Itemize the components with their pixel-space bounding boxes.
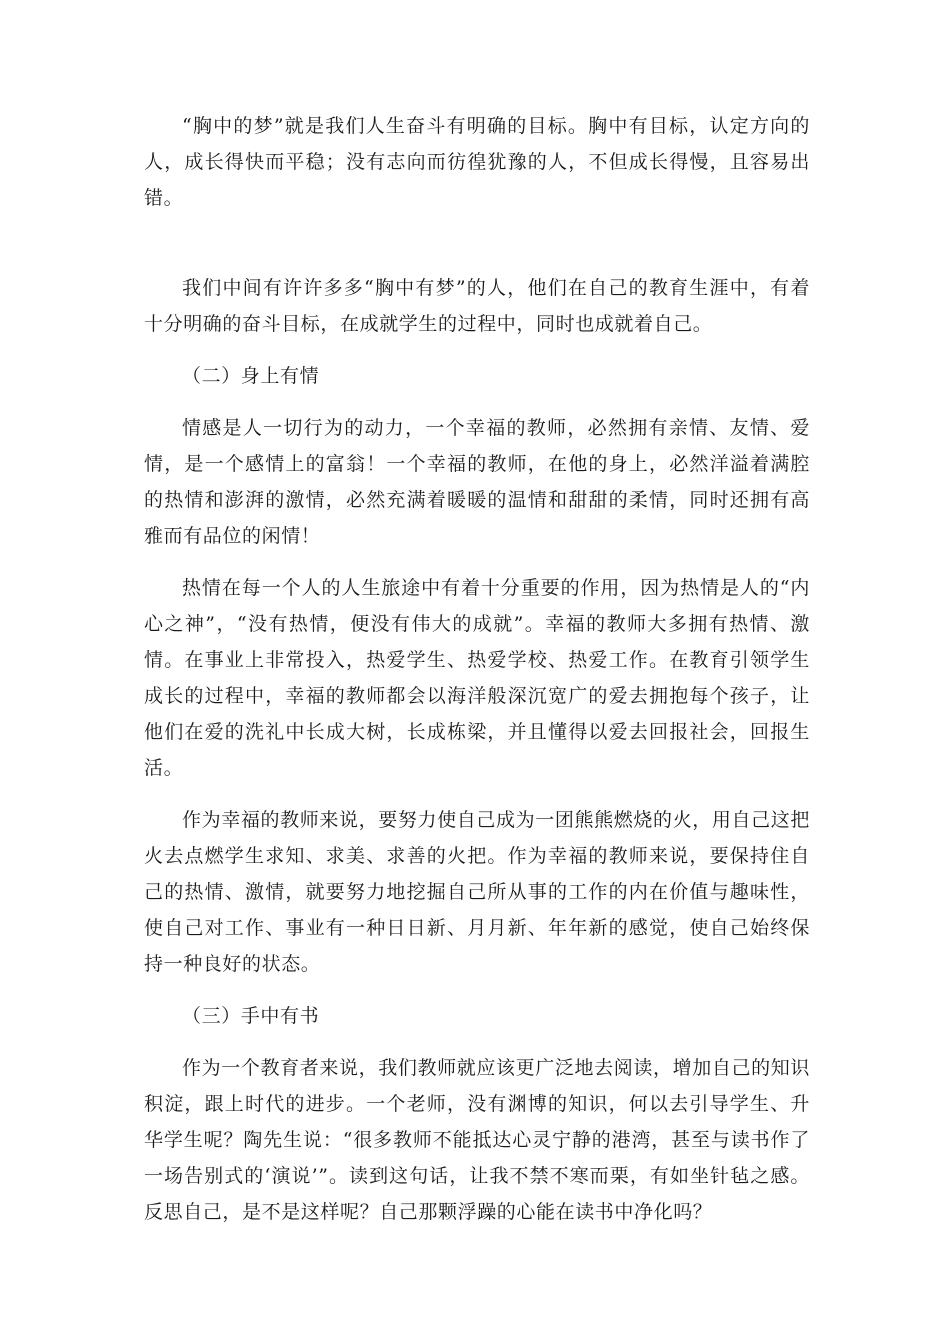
paragraph-gap <box>144 554 810 570</box>
section-heading-3: （三）手中有书 <box>182 1005 320 1027</box>
paragraph-gap <box>144 1034 810 1050</box>
paragraph-dream-people: 我们中间有许许多多“胸中有梦”的人，他们在自己的教育生涯中，有着十分明确的奋斗目标，在成就学生的过程中，同时也成就着自己。 <box>144 277 810 335</box>
paragraph-chest-dream: “胸中的梦”就是我们人生奋斗有明确的目标。胸中有目标，认定方向的人，成长得快而平稳；没有志向而彷徨犹豫的人，不但成长得慢，且容易出错。 <box>144 115 810 209</box>
paragraph-reading: 作为一个教育者来说，我们教师就应该更广泛地去阅读，增加自己的知识积淀，跟上时代的进步。一个老师，没有渊博的知识，何以去引导学生、升华学生呢？陶先生说：“很多教师不能抵达心灵宁静的港湾，甚至与读书作了一场告别式的‘演说’”。读到这句话，让我不禁不寒而栗，有如坐针毡之感。反思自己，是不是这样呢？自己那颗浮躁的心能在读书中净化吗？ <box>144 1057 810 1223</box>
paragraph-emotion: 情感是人一切行为的动力，一个幸福的教师，必然拥有亲情、友情、爱情，是一个感情上的富翁！一个幸福的教师，在他的身上，必然洋溢着满腔的热情和澎湃的激情，必然充满着暖暖的温情和甜甜的柔情，同时还拥有高雅而有品位的闲情！ <box>144 417 810 547</box>
paragraph-gap <box>144 982 810 998</box>
document-page <box>144 108 810 1230</box>
paragraph-gap <box>144 216 810 270</box>
paragraph-enthusiasm: 热情在每一个人的人生旅途中有着十分重要的作用，因为热情是人的“内心之神”，“没有热情，便没有伟大的成就”。幸福的教师大多拥有热情、激情。在事业上非常投入，热爱学生、热爱学校、热爱工作。在教育引领学生成长的过程中，幸福的教师都会以海洋般深沉宽广的爱去拥抱每个孩子，让他们在爱的洗礼中长成大树，长成栋梁，并且懂得以爱去回报社会，回报生活。 <box>144 577 810 779</box>
section-heading-2: （二）身上有情 <box>182 365 320 387</box>
paragraph-gap <box>144 786 810 802</box>
paragraph-gap <box>144 342 810 358</box>
paragraph-gap <box>144 394 810 410</box>
paragraph-fire: 作为幸福的教师来说，要努力使自己成为一团熊熊燃烧的火，用自己这把火去点燃学生求知、求美、求善的火把。作为幸福的教师来说，要保持住自己的热情、激情，就要努力地挖掘自己所从事的工作的内在价值与趣味性， 使自己对工作、事业有一种日日新、月月新、年年新的感觉，使自己始终保持一种良好的状态。 <box>144 809 810 975</box>
